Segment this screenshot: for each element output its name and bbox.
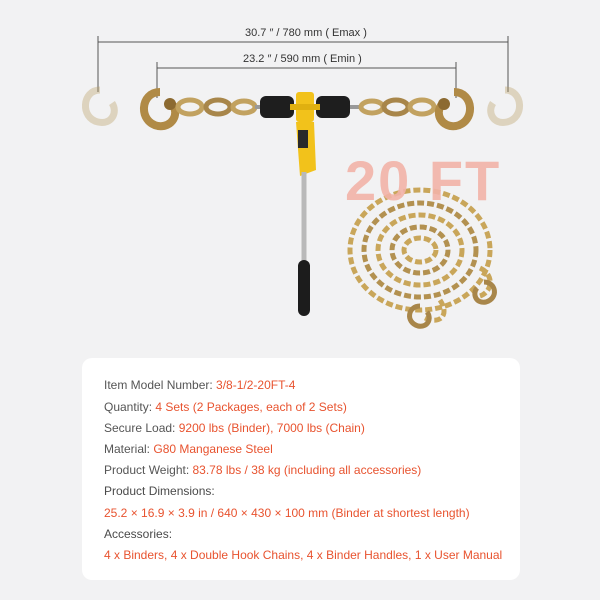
spec-weight (104, 463, 421, 477)
spec-secure-load-label: Secure Load: (104, 421, 176, 435)
length-watermark: 20 FT (345, 149, 502, 212)
spec-quantity (104, 400, 347, 414)
spec-accessories-label: Accessories: (104, 527, 173, 541)
ghost-hook-right (491, 90, 520, 122)
left-chain-links (178, 100, 255, 114)
spec-weight-label: Product Weight: (104, 463, 190, 477)
ratchet-handle (296, 122, 316, 316)
spec-material-label: Material: (104, 442, 151, 456)
spec-secure-load (104, 421, 365, 435)
spec-material-value: G80 Manganese Steel (153, 442, 273, 456)
spec-weight-value: 83.78 lbs / 38 kg (including all accessories) (192, 463, 422, 477)
emin-dimension-label: 23.2 ″ / 590 mm ( Emin ) (243, 53, 362, 65)
spec-accessories-value: 4 x Binders, 4 x Double Hook Chains, 4 x Binder Handles, 1 x User Manual (104, 548, 503, 562)
spec-model (104, 378, 295, 392)
spec-quantity-label: Quantity: (104, 400, 153, 414)
emax-dimension-label: 30.7 ″ / 780 mm ( Emax ) (245, 27, 367, 39)
right-chain-links (361, 100, 434, 114)
spec-secure-load-value: 9200 lbs (Binder), 7000 lbs (Chain) (178, 421, 365, 435)
spec-dimensions-value: 25.2 × 16.9 × 3.9 in / 640 × 430 × 100 mm (Binder at shortest length) (104, 506, 470, 520)
spec-material (104, 442, 273, 456)
spec-quantity-value: 4 Sets (2 Packages, each of 2 Sets) (155, 400, 347, 414)
spec-card (82, 358, 520, 580)
spec-dimensions-label: Product Dimensions: (104, 484, 215, 498)
spec-model-value: 3/8-1/2-20FT-4 (216, 378, 296, 392)
left-grab-hook (144, 92, 176, 126)
spec-model-label: Item Model Number: (104, 378, 213, 392)
right-grab-hook (438, 92, 470, 126)
ghost-hook-left (85, 90, 114, 122)
binder-body (260, 92, 350, 122)
